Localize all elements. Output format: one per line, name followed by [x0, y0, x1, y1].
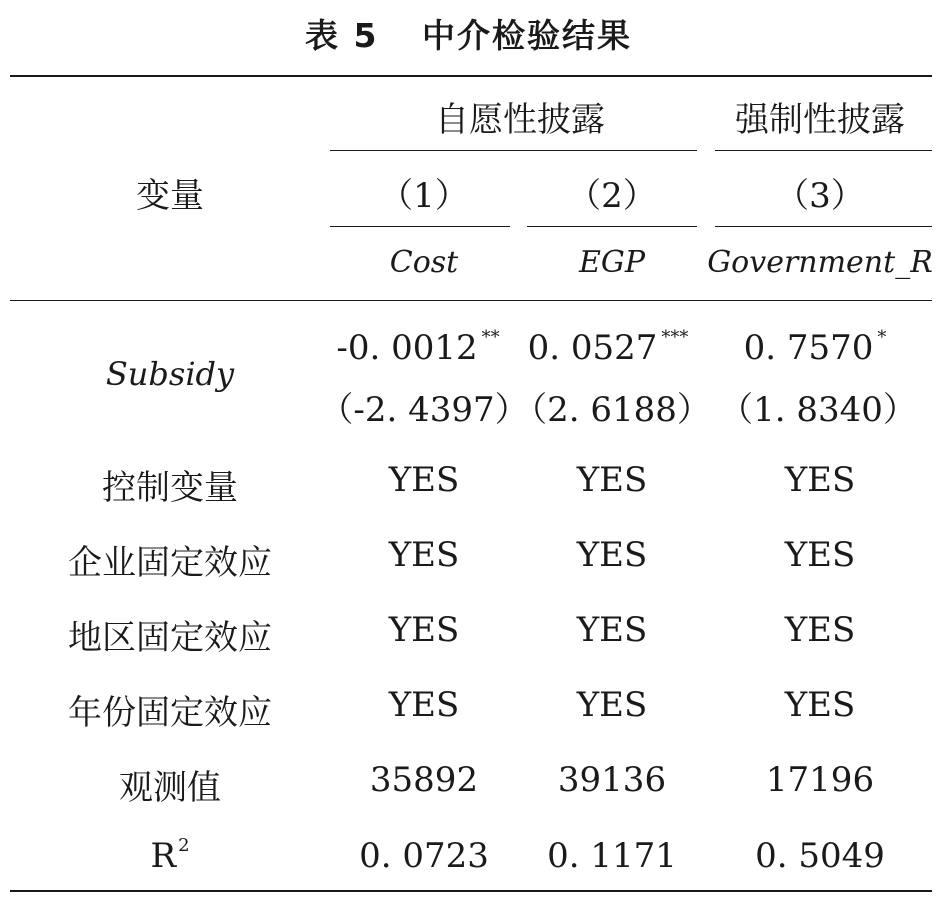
- coef-2: [528, 328, 689, 368]
- group-voluntary: 自愿性披露: [435, 100, 605, 140]
- row-label-firm-fe: 企业固定效应: [68, 543, 272, 583]
- top-rule: [10, 75, 932, 77]
- row-value: YES: [784, 535, 856, 575]
- coef-1: [336, 328, 499, 368]
- row-value: 39136: [557, 760, 667, 800]
- group-rule-voluntary: [330, 150, 697, 151]
- r2-value: 0. 5049: [755, 836, 885, 876]
- r2-superscript: 2: [178, 835, 190, 856]
- header-rule: [10, 300, 932, 301]
- row-value: YES: [784, 685, 856, 725]
- coef-3: [744, 328, 887, 368]
- coef-value: 0. 7570: [743, 328, 874, 368]
- row-label-region-fe: 地区固定效应: [68, 618, 272, 658]
- col-rule-2: [527, 226, 697, 227]
- coef-value: 0. 0527: [527, 328, 658, 368]
- row-value: YES: [576, 685, 648, 725]
- col-rule-1: [330, 226, 510, 227]
- col-var-government: Government_R: [707, 245, 933, 280]
- bottom-rule: [10, 890, 932, 892]
- tstat-3: （1. 8340）: [719, 390, 917, 430]
- row-value: YES: [576, 535, 648, 575]
- tstat-1: （-2. 4397）: [319, 390, 529, 430]
- col-number-3: （3）: [775, 176, 865, 216]
- row-value: YES: [576, 460, 648, 500]
- col-number-1: （1）: [379, 176, 469, 216]
- r2-value: 0. 0723: [359, 836, 489, 876]
- row-label-r2: [150, 836, 189, 876]
- significance-stars: ***: [661, 327, 689, 348]
- row-value: YES: [388, 535, 460, 575]
- group-mandatory: 强制性披露: [735, 100, 905, 140]
- row-value: YES: [784, 460, 856, 500]
- variable-header: 变量: [136, 176, 204, 216]
- group-rule-mandatory: [715, 150, 932, 151]
- row-value: 17196: [765, 760, 875, 800]
- row-label-year-fe: 年份固定效应: [68, 693, 272, 733]
- r2-value: 0. 1171: [547, 836, 677, 876]
- table-title: [305, 10, 632, 57]
- significance-stars: *: [877, 327, 887, 348]
- row-value: YES: [576, 610, 648, 650]
- row-value: 35892: [369, 760, 479, 800]
- row-value: YES: [388, 610, 460, 650]
- row-label-subsidy: Subsidy: [105, 355, 235, 393]
- row-value: YES: [784, 610, 856, 650]
- row-value: YES: [388, 460, 460, 500]
- col-var-egp: EGP: [578, 245, 646, 280]
- table-caption: 中介检验结果: [421, 16, 632, 55]
- col-number-2: （2）: [567, 176, 657, 216]
- table-number: 表 5: [305, 16, 379, 55]
- significance-stars: **: [481, 327, 500, 348]
- row-label-observations: 观测值: [119, 768, 221, 808]
- coef-value: -0. 0012: [336, 328, 478, 368]
- tstat-2: （2. 6188）: [513, 390, 711, 430]
- col-rule-3: [715, 226, 932, 227]
- row-value: YES: [388, 685, 460, 725]
- r2-letter: R: [150, 836, 177, 876]
- col-var-cost: Cost: [389, 245, 459, 280]
- row-label-controls: 控制变量: [102, 468, 238, 508]
